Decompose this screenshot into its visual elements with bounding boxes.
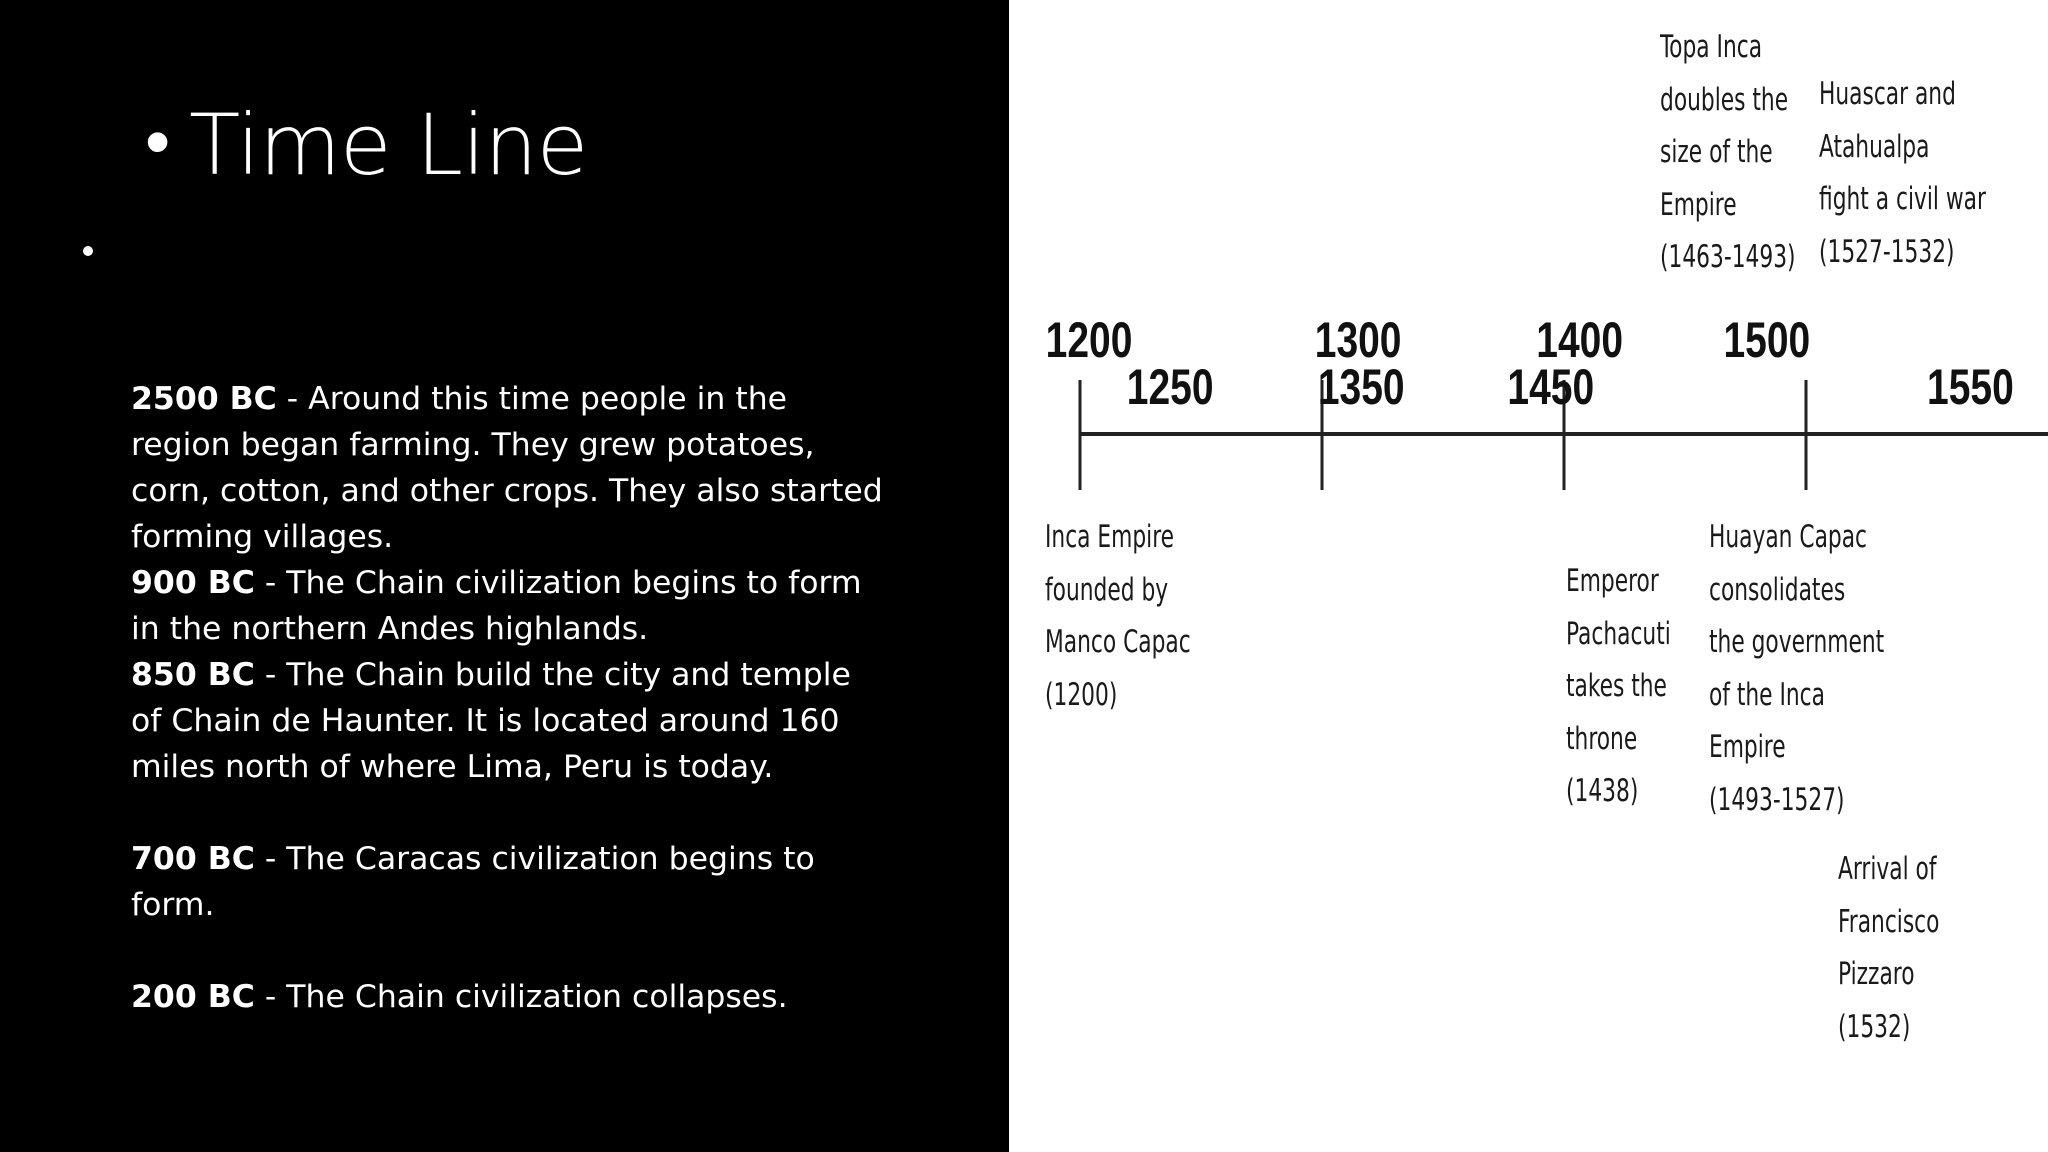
title-bullet: • [145,99,170,183]
entry-text: - The Chain civilization collapses. [254,979,788,1015]
slide-title [145,96,587,194]
annotation-pizarro: Arrival of Francisco Pizzaro (1532) [1838,851,1940,1045]
year-1350: 1350 [1317,358,1405,416]
year-1450: 1450 [1507,358,1595,416]
annotation-topa-inca: Topa Inca doubles the size of the Empire (1463-1493) [1660,29,1796,275]
year-1200: 1200 [1045,311,1133,369]
entry-date: 850 BC [131,657,255,693]
entry-text: - Around this time people in the region began farming. They grew potatoes, corn, cotton, and other crops. They also started forming villages. [131,381,883,555]
year-1300: 1300 [1314,311,1402,369]
annotation-huascar: Huascar and Atahualpa fight a civil war (1527-1532) [1819,76,1986,270]
year-1500: 1500 [1723,311,1811,369]
annotation-huayan-capac: Huayan Capac consolidates the government of the Inca Empire (1493-1527) [1709,519,1885,818]
entry-date: 700 BC [131,841,255,877]
empty-bullet [83,246,93,256]
text-panel [0,0,1009,1152]
title-text: Time Line [189,96,588,194]
entry-2500bc [131,376,891,560]
entry-date: 200 BC [131,979,255,1015]
year-1400: 1400 [1536,311,1624,369]
entry-text: - The Chain build the city and temple of Chain de Haunter. It is located around 160 miles north of where Lima, Peru is today. [131,657,851,785]
entry-date: 900 BC [131,565,255,601]
timeline-image [1009,0,2048,1152]
entry-text: - The Caracas civilization begins to form. [131,841,815,923]
timeline-entries [131,376,891,1020]
entry-200bc [131,974,891,1020]
entry-text: - The Chain civilization begins to form in the northern Andes highlands. [131,565,862,647]
year-1250: 1250 [1126,358,1214,416]
entry-850bc [131,652,891,790]
annotation-inca-founded: Inca Empire founded by Manco Capac (1200) [1045,519,1191,713]
year-1550: 1550 [1927,358,2014,416]
annotation-pachacuti: Emperor Pachacuti takes the throne (1438) [1566,563,1671,809]
entry-date: 2500 BC [131,381,277,417]
entry-900bc [131,560,891,652]
entry-700bc [131,836,891,928]
